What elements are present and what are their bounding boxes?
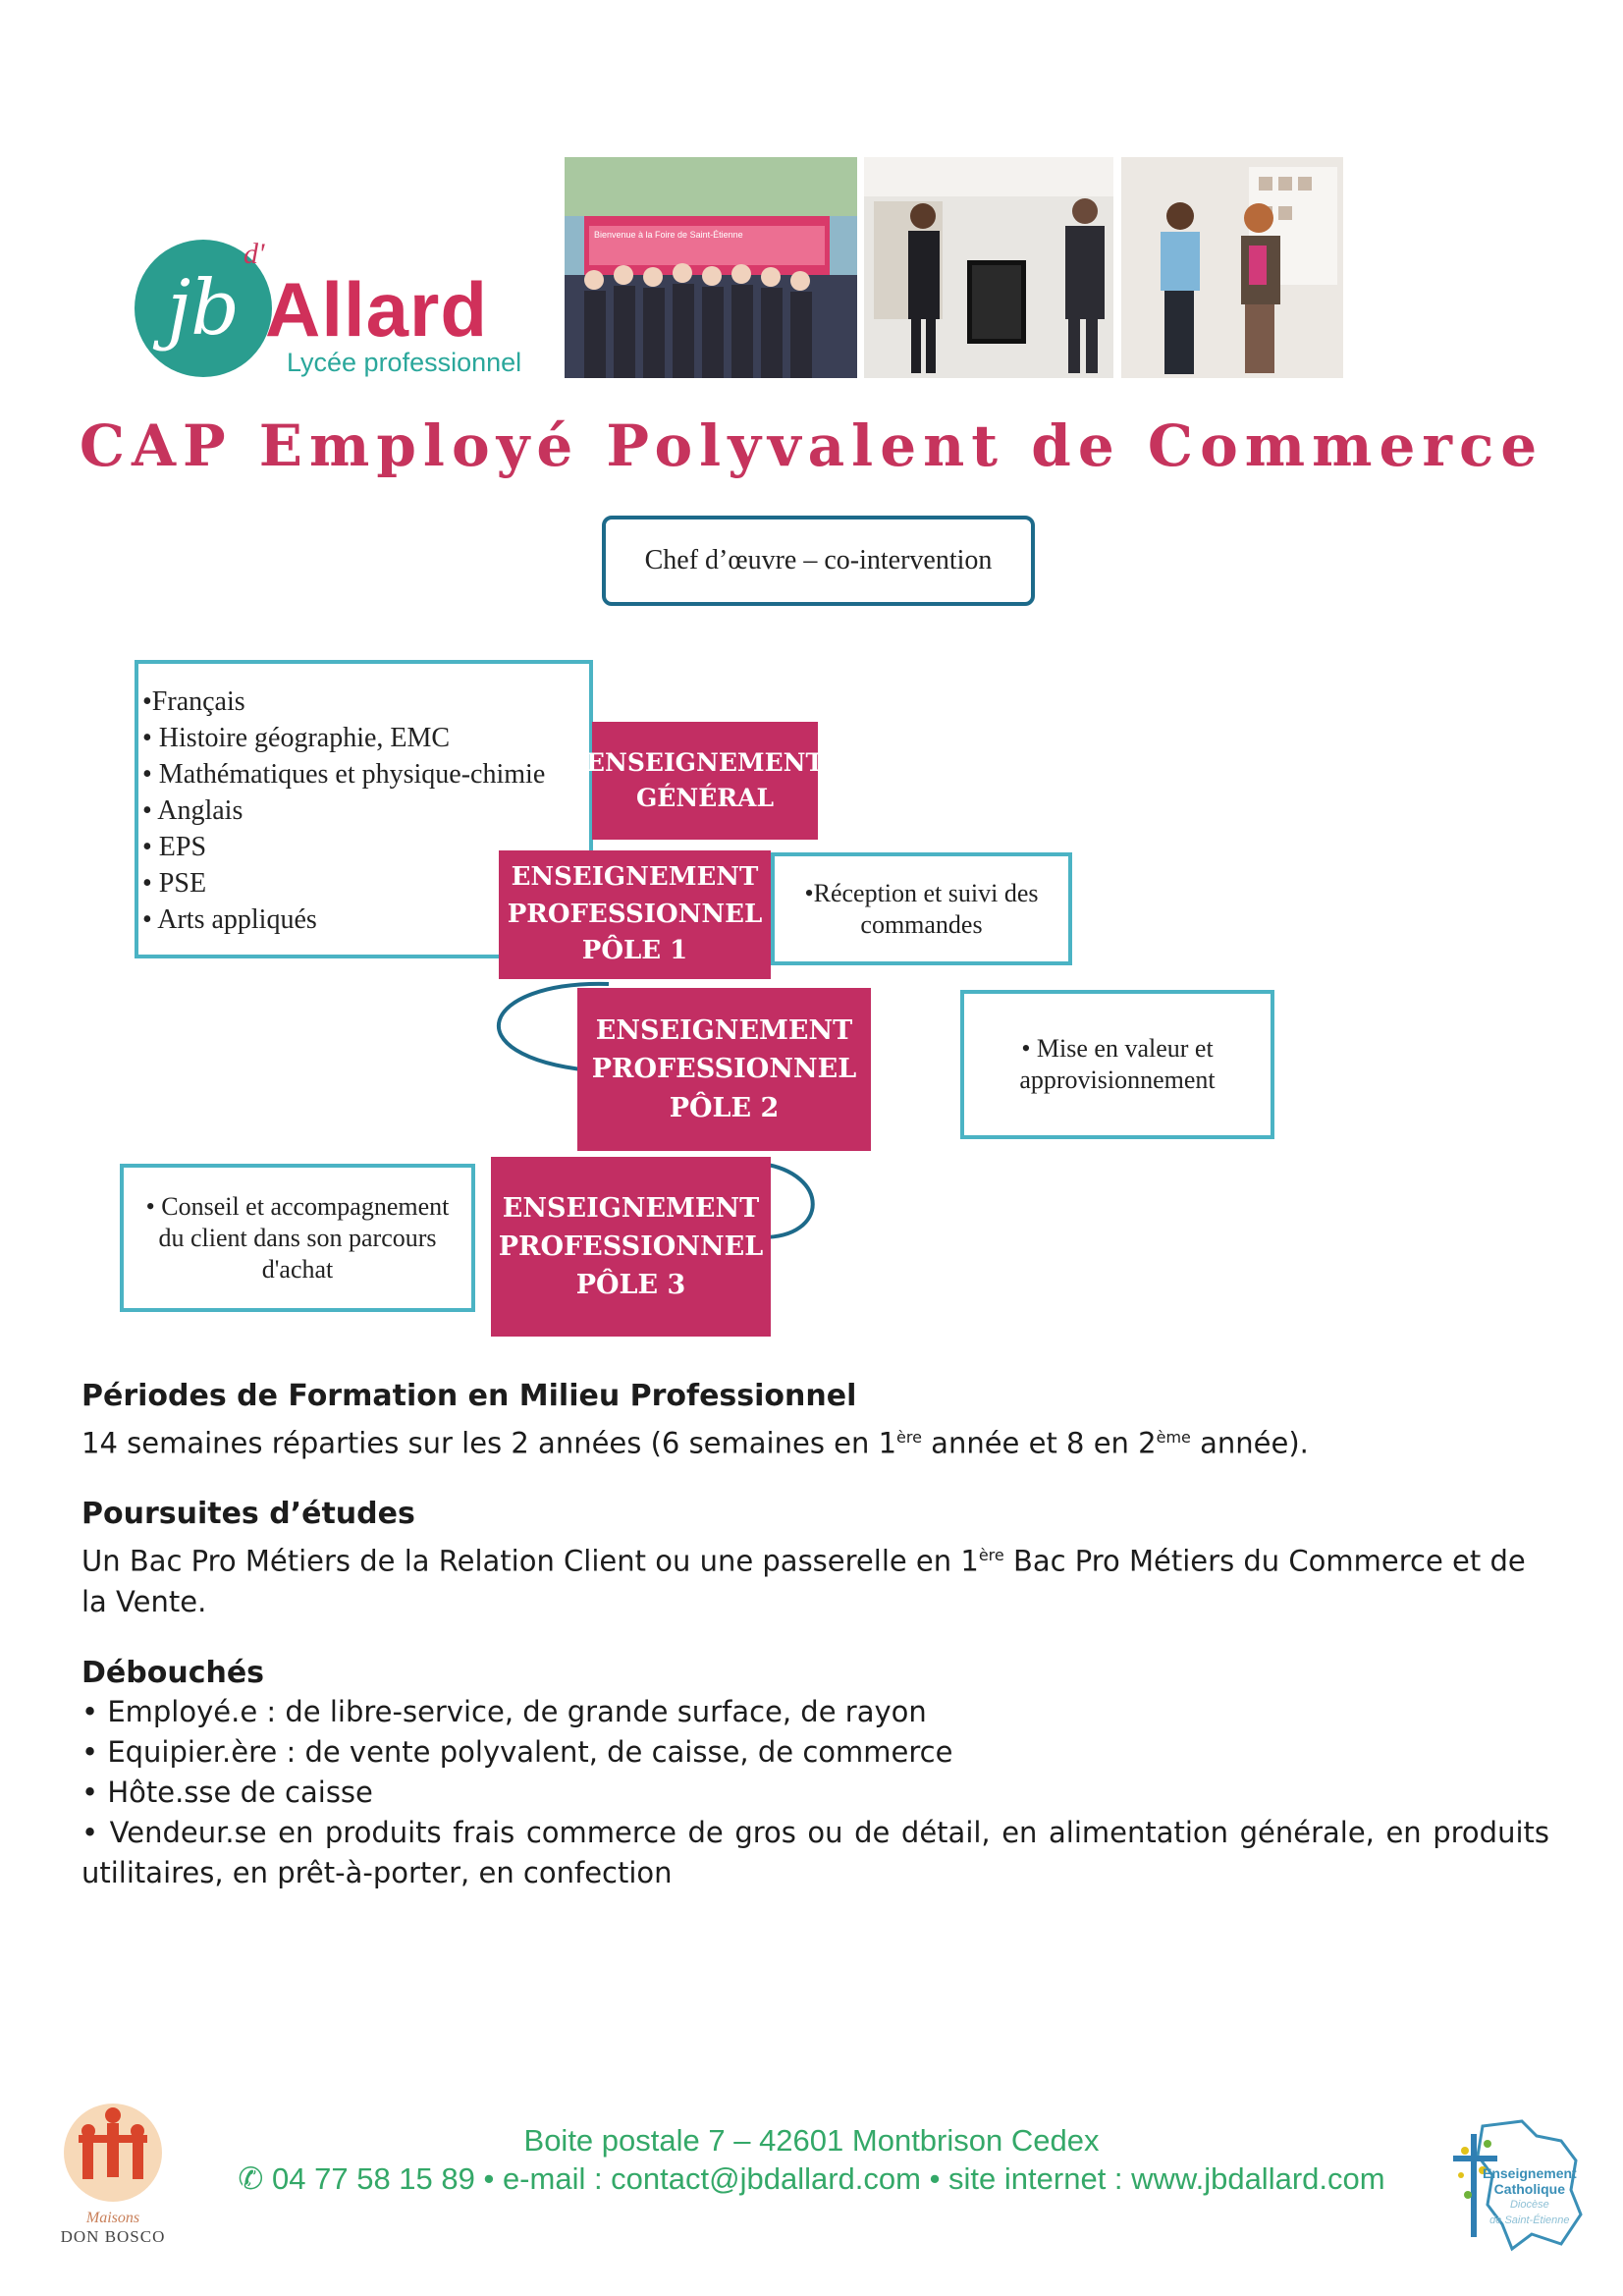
enseignement-catholique-text: Enseignement Catholique Diocèse de Saint-Étienne [1483,2165,1577,2226]
photo-banner-text: Bienvenue à la Foire de Saint-Étienne [594,230,743,240]
subject-item: •Français [142,686,245,717]
further-studies-title: Poursuites d’études [81,1497,415,1531]
general-teaching-label: ENSEIGNEMENT GÉNÉRAL [592,722,818,840]
school-logo-prefix: d' [243,238,265,270]
pole1-label: ENSEIGNEMENT PROFESSIONNEL PÔLE 1 [499,850,771,979]
school-logo-name: Allard [265,266,489,353]
career-outlets-list [81,1692,1549,1893]
photo-students-group [565,157,857,378]
page-title: CAP Employé Polyvalent de Commerce [79,412,1544,479]
pfmp-text: 14 semaines réparties sur les 2 années (6 semaines en 1ère année et 8 en 2ème année). [81,1426,1309,1460]
subject-item: • Histoire géographie, EMC [142,723,451,753]
footer-address: Boite postale 7 – 42601 Montbrison Cedex [523,2123,1100,2158]
chef-oeuvre-box: Chef d’œuvre – co-intervention [602,516,1035,606]
subject-item: • PSE [142,868,207,899]
career-outlets-title: Débouchés [81,1656,265,1690]
subject-item: • Mathématiques et physique-chimie [142,759,546,790]
pole2-label: ENSEIGNEMENT PROFESSIONNEL PÔLE 2 [577,988,871,1151]
career-item: • Vendeur.se en produits frais commerce de gros ou de détail, en alimentation générale, en produits utilitaires, en prêt-à-porter, en confection [81,1816,1549,1889]
career-item: • Equipier.ère : de vente polyvalent, de caisse, de commerce [81,1735,953,1769]
subject-item: • Arts appliqués [142,904,317,935]
pfmp-title: Périodes de Formation en Milieu Professionnel [81,1379,857,1413]
don-bosco-caption-2: DON BOSCO [60,2227,166,2246]
photo-shop-display [864,157,1113,378]
school-logo-subtitle: Lycée professionnel [287,348,522,377]
photo-customer-advice [1121,157,1343,378]
career-item: • Employé.e : de libre-service, de grande surface, de rayon [81,1695,927,1728]
further-studies-text: Un Bac Pro Métiers de la Relation Client ou une passerelle en 1ère Bac Pro Métiers du Commerce et de la Vente. [81,1544,1526,1618]
footer-contact: ✆ 04 77 58 15 89 • e-mail : contact@jbdallard.com • site internet : www.jbdallard.com [238,2161,1385,2196]
school-logo-mark: jb [135,240,272,377]
subject-item: • EPS [142,832,207,862]
don-bosco-caption-1: Maisons [85,2210,140,2226]
pole1-content-box: •Réception et suivi des commandes [771,852,1072,965]
pole3-content-box: • Conseil et accompagnement du client dans son parcours d'achat [120,1164,475,1312]
pole3-label: ENSEIGNEMENT PROFESSIONNEL PÔLE 3 [491,1157,771,1337]
career-item: • Hôte.sse de caisse [81,1776,373,1809]
pole2-content-box: • Mise en valeur et approvisionnement [960,990,1274,1139]
subject-item: • Anglais [142,795,243,826]
